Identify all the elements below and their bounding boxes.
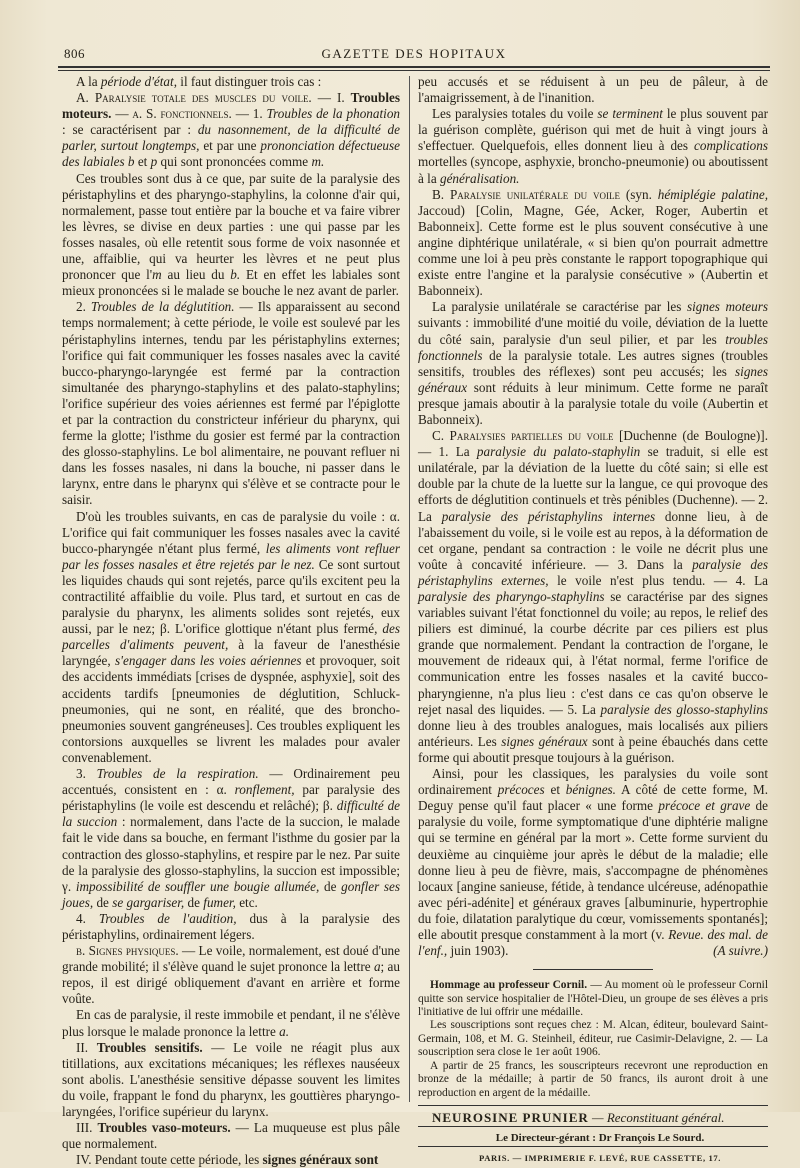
printer-credit: PARIS. — IMPRIMERIE F. LEVÉ, RUE CASSETTE, 17. [418, 1146, 768, 1166]
paragraph: II. Troubles sensitifs. — Le voile ne réagit plus aux titillations, aux excitations mécaniques; les réflexes nauséeux sont abolis. L'anesthésie sensitive dépasse souvent les limites du voile, frappant le fond du pharynx, les gouttières pharyngo-laryngées, l'orifice supérieur du larynx. [62, 1039, 400, 1119]
page-number: 806 [64, 46, 85, 61]
paragraph: A la période d'état, il faut distinguer trois cas : [76, 74, 322, 89]
section-c-heading: C. Paralysies partielles du voile [Duchenne (de Boulogne)]. — 1. La paralysie du palato-staphylin se traduit, si elle est unilatérale, par la déviation de la luette du côté sain; si elle est double par la chute de la luette sur la langue, ce qui provoque des efforts de déglutition continuels et très pénibles (Duchenne). — 2. La paralysie des péristaphylins internes donne lieu, à de l'abaissement du voile, si le voile est au repos, à la déformation de cet organe, pendant sa contraction : le voile ne décrit plus une voûte à concavité inférieure. — 3. Dans la paralysie des péristaphylins externes, le voile n'est plus tendu. — 4. La paralysie des pharyngo-staphylins se caractérise par des signes variables suivant l'état fonctionnel du voile; au repos, le relief des piliers est diminué, la courbe décrite par ces piliers est plus grande que normalement. Pendant la contraction de l'organe, le mouvement de rideaux qui, à l'état normal, ferme l'orifice de communication entre les fosses nasales et la cavité bucco-pharyngienne, n'a plus lieu : c'est dans ce cas qu'on observe le rejet nasal des liquides. — 5. La paralysie des glosso-staphylins donne lieu à des troubles analogues, mais localisés aux piliers antérieurs. Les signes généraux sont à peine ébauchés dans cette forme qui aboutit presque toujours à la guérison. [418, 428, 769, 765]
paragraph: Les paralysies totales du voile se terminent le plus souvent par la guérison complète, guérison qui met de huit à vingt jours à s'effectuer. Quelquefois, elles donnent lieu à des complications mortelles (syncope, asphyxie, broncho-pneumonie) ou aboutissent à la généralisation. [418, 106, 769, 186]
to-be-continued: (A suivre.) [713, 943, 768, 959]
paragraph: III. Troubles vaso-moteurs. — La muqueuse est plus pâle que normalement. [62, 1120, 400, 1152]
advertisement-neurosine: NEUROSINE PRUNIER — Reconstituant général. [432, 1109, 725, 1125]
separator-rule [418, 1105, 768, 1106]
header-rule-thick [58, 66, 770, 68]
paragraph: Ces troubles sont dus à ce que, par suite de la paralysie des péristaphylins et des pharyngo-staphylins, la colonne d'air qui, normalement, passe tout entière par la bouche et va faire vibrer les lèvres, se divise en deux parties : une qui passe par les fosses nasales, où elle retentit sous forme de voix nasonnée et une, affaiblie, qui va heurter les lèvres et ne peut plus prononcer que l'm au lieu du b. Et en effet les labiales sont mieux prononcées si le malade se bouche le nez avant de parler. [62, 170, 400, 299]
column-divider [409, 76, 410, 1102]
journal-title: GAZETTE DES HOPITAUX [321, 46, 507, 61]
paragraph: D'où les troubles suivants, en cas de paralysie du voile : α. L'orifice qui fait communiquer les fosses nasales avec la cavité bucco-pharyngée n'étant plus fermé, les aliments vont refluer par les fosses nasales et être rejetés par le nez. Ce sont surtout les liquides chauds qui sont rejetés, parce qu'ils excitent peu la contractilité affaiblie du voile. Plus tard, et surtout en cas de paralysie du pharynx, les aliments solides sont rejetés, eux aussi, par le nez; β. L'orifice glottique n'étant plus fermé, des parcelles d'aliments peuvent, à la faveur de l'anesthésie laryngée, s'engager dans les voies aériennes et provoquer, soit des accidents immédiats [crises de dyspnée, asphyxie], soit des accidents tardifs [pneumonies de déglutition, Schluck-pneumonies, qui ne sont, en réalité, que des broncho-pneumonies souvent gangréneuses]. Ces troubles expliquent les contorsions auxquelles se livrent les malades pour avaler convenablement. [62, 508, 401, 765]
paragraph: La paralysie unilatérale se caractérise par les signes moteurs suivants : immobilité d'une moitié du voile, déviation de la luette du côté sain, paralysie d'un seul pilier, et par les troubles fonctionnels de la paralysie totale. Les autres signes (troubles sensitifs, troubles des réflexes) sont peu accusés; les signes généraux sont réduits à leur minimum. Cette forme ne paraît presque jamais aboutir à la paralysie totale du voile (Aubertin et Babonneix). [418, 299, 769, 427]
paragraph: Les souscriptions sont reçues chez : M. Alcan, éditeur, boulevard Saint-Germain, 108, et M. G. Steinheil, éditeur, rue Casimir-Delavigne, 2. — La souscription sera close le 1er août 1906. [418, 1019, 768, 1059]
paragraph: En cas de paralysie, il reste immobile et pendant, il ne s'élève plus lorsque le malade prononce la lettre a. [62, 1007, 400, 1039]
paragraph: 3. Troubles de la respiration. — Ordinairement peu accentués, consistent en : α. ronflement, par paralysie des péristaphylins (le voile est descendu et relâché); β. difficulté de la succion : normalement, dans l'acte de la succion, le malade fait le vide dans sa bouche, en fermant l'isthme du gosier par la contraction des glosso-staphylins, et respire par le nez. Par suite de la paralysie des glosso-staphylins, la succion est impossible; γ. impossibilité de souffler une bougie allumée, de gonfler ses joues, de se gargariser, de fumer, etc. [62, 766, 401, 910]
left-column [62, 74, 400, 1168]
paragraph: 2. Troubles de la déglutition. — Ils apparaissent au second temps normalement; à cette période, le voile est soulevé par les péristaphylins internes, tendu par les péristaphylins externes; l'orifice qui fait communiquer les fosses nasales avec la cavité bucco-pharyngo-laryngée est fermé par la contraction simultanée des pharyngo-staphylins et des palato-staphylins; l'orifice supérieur des voies aériennes est fermé par l'épiglotte et par la contraction du constricteur inférieur du pharynx, qui ferme la glotte; l'isthme du gosier est fermé par la contraction des glosso-staphylins. Le bol alimentaire, ne pouvant refluer ni dans les fosses nasales, ni dans la bouche, ni passer dans le larynx, entre dans le pharynx qui s'élève et se contracte pour le saisir. [62, 299, 401, 508]
page-header [58, 44, 770, 64]
article-end-separator [418, 961, 768, 977]
paragraph: 4. Troubles de l'audition, dus à la paralysie des péristaphylins, ordinairement légers. [62, 910, 400, 942]
paragraph: IV. Pendant toute cette période, les signes généraux sont [76, 1152, 379, 1168]
paragraph: A partir de 25 francs, les souscripteurs recevront une reproduction en bronze de la médaille; à partir de 50 francs, ils auront droit à une reproduction en argent de la médaille. [418, 1059, 768, 1099]
paragraph: Hommage au professeur Cornil. — Au moment où le professeur Cornil quitte son service hospitalier de l'Hôtel-Dieu, un groupe de ses élèves a pris l'initiative de lui offrir une médaille. [418, 979, 768, 1019]
right-column [418, 74, 768, 1166]
section-b-heading: B. Paralysie unilatérale du voile (syn. hémiplégie palatine, Jaccoud) [Colin, Magne, Gée, Acker, Roger, Aubertin et Babonneix]. Cette forme est le plus souvent consécutive à une angine diphtérique unilatérale, « si bien qu'on pourrait admettre comme une loi à peu près constante le rapport topographique qui existe entre l'angine et la paralysie consécutive » (Aubertin et Babonneix). [418, 186, 769, 299]
director-credit: Le Directeur-gérant : Dr François Le Sourd. [418, 1126, 768, 1146]
paragraph: b. Signes physiques. — Le voile, normalement, est doué d'une grande mobilité; il s'élève quand le sujet prononce la lettre a; au repos, il est dirigé obliquement d'avant en arrière et forme voûte. [62, 943, 401, 1007]
paragraph: peu accusés et se réduisent à un peu de pâleur, à de l'amaigrissement, à de l'inanition. [418, 74, 768, 106]
paragraph: Ainsi, pour les classiques, les paralysies du voile sont ordinairement précoces et bénignes. A côté de cette forme, M. Deguy pense qu'il faut placer « une forme précoce et grave de paralysie du voile, forme symptomatique d'une diphtérie maligne qui se termine en général par la mort ». Cette forme survient du deuxième au cinquième jour après le début de la maladie; elle donne lieu à peu de fièvre, mais, s'accompagne de phénomènes locaux [angine sanieuse, fétide, à tendance ulcéreuse, adénopathie avec péri-adénite] et généraux graves [albuminurie, hypertrophie du foie, dilatation paralytique du cœur, vomissements spontanés]; elle aboutit presque constamment à la mort (v. Revue. des mal. de l'enf., juin 1903). (A suivre.) [418, 766, 769, 959]
news-item-cornil [418, 979, 768, 1100]
header-rule-thin [58, 70, 770, 71]
section-a-heading: A. Paralysie totale des muscles du voile. — I. Troubles moteurs. — a. S. fonctionnels. — 1. Troubles de la phonation : se caractérisent par : du nasonnement, de la difficulté de parler, surtout longtemps, et par une prononciation défectueuse des labiales b et p qui sont prononcées comme m. [62, 90, 401, 170]
